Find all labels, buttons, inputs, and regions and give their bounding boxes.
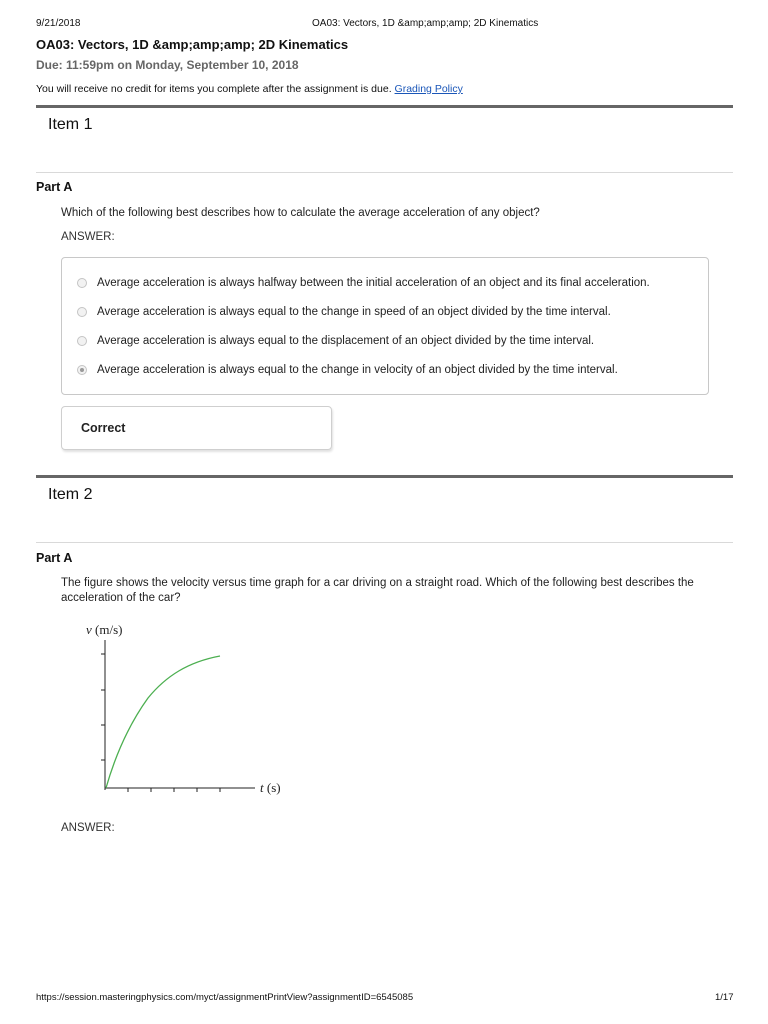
footer-url: https://session.masteringphysics.com/myct/assignmentPrintView?assignmentID=6545085 [36,992,414,1003]
item-1-title: Item 1 [48,116,93,133]
assignment-title: OA03: Vectors, 1D &amp;amp;amp; 2D Kinematics [36,37,349,52]
item-divider [36,475,733,478]
item-2-part-title: Part A [36,551,73,565]
due-date: Due: 11:59pm on Monday, September 10, 2018 [36,58,299,72]
choice-option[interactable] [77,303,611,321]
radio-button[interactable] [77,336,87,346]
choice-text: Average acceleration is always equal to the displacement of an object divided by the time interval. [97,335,595,347]
choice-text: Average acceleration is always halfway between the initial acceleration of an object and its final acceleration. [97,277,650,289]
choice-option[interactable] [77,274,650,292]
velocity-time-graph [78,618,298,803]
part-divider [36,542,733,543]
feedback-text: Correct [81,421,126,435]
print-header-title: OA03: Vectors, 1D &amp;amp;amp; 2D Kinematics [312,18,539,29]
radio-button-selected[interactable] [77,365,87,375]
grading-policy-link[interactable]: Grading Policy [394,83,463,95]
page-number: 1/17 [715,992,734,1003]
choice-text: Average acceleration is always equal to the change in velocity of an object divided by the time interval. [97,364,618,376]
item-divider [36,105,733,108]
answer-choices [61,257,709,395]
feedback-box [61,406,332,450]
choice-option[interactable] [77,361,618,379]
item-2-answer-label: ANSWER: [61,822,115,834]
late-notice-text: You will receive no credit for items you complete after the assignment is due. [36,83,392,95]
x-axis-label: t (s) [260,780,281,795]
item-2-question: The figure shows the velocity versus time graph for a car driving on a straight road. Which of the following best describes the acceleration of the car? [61,577,694,604]
item-1-answer-label: ANSWER: [61,231,115,243]
choice-option[interactable] [77,332,594,350]
print-date: 9/21/2018 [36,18,81,29]
late-notice [36,83,463,95]
part-divider [36,172,733,173]
item-1-question: Which of the following best describes how to calculate the average acceleration of any object? [61,207,540,219]
radio-button[interactable] [77,278,87,288]
item-2-title: Item 2 [48,486,93,503]
choice-text: Average acceleration is always equal to the change in speed of an object divided by the time interval. [97,306,611,318]
radio-button[interactable] [77,307,87,317]
velocity-curve [106,656,220,788]
item-1-part-title: Part A [36,180,73,194]
y-axis-label: v (m/s) [86,622,123,637]
